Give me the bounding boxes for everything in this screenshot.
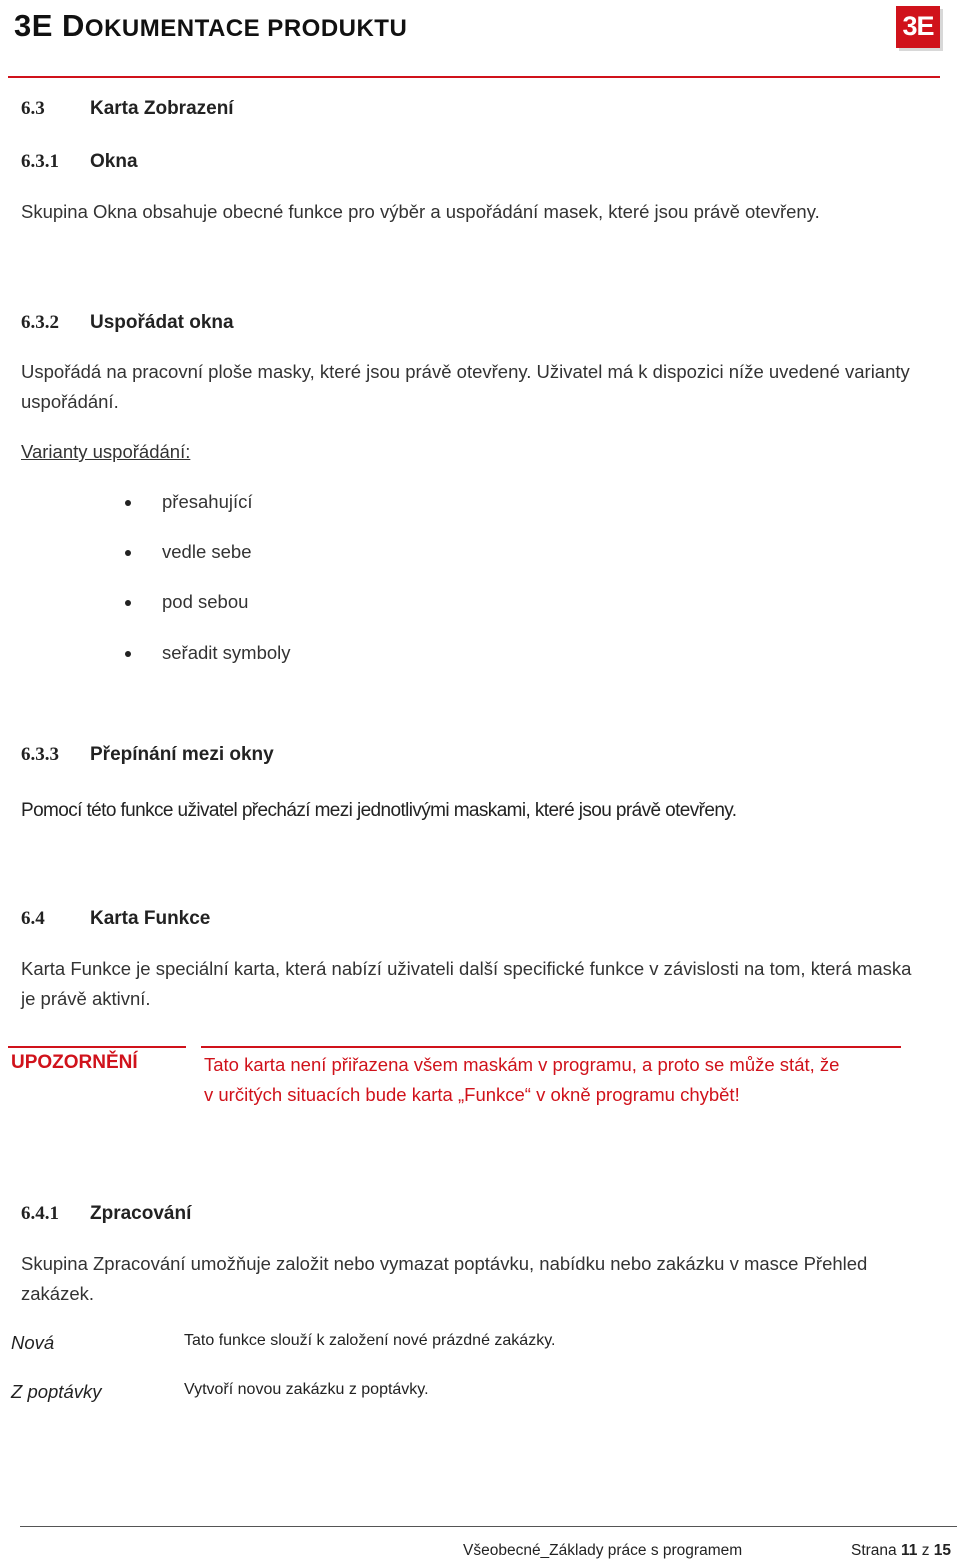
section-number: 6.4	[21, 908, 45, 929]
paragraph-line: Uspořádá na pracovní ploše masky, které jsou právě otevřeny. Uživatel má k dispozici níže uvedené varianty	[21, 361, 910, 382]
section-heading: Karta Zobrazení	[90, 98, 234, 119]
warning-divider	[8, 1046, 186, 1048]
section-number: 6.3	[21, 98, 45, 119]
footer-page-number: Strana 11 z 15	[851, 1542, 951, 1559]
section-number: 6.3.1	[21, 151, 59, 172]
definition-description: Tato funkce slouží k založení nové prázdné zakázky.	[184, 1332, 556, 1349]
paragraph-line: Karta Funkce je speciální karta, která nabízí uživateli další specifické funkce v závislosti na tom, která maska	[21, 958, 912, 979]
paragraph-line: Skupina Zpracování umožňuje založit nebo vymazat poptávku, nabídku nebo zakázku v masce Přehled	[21, 1253, 868, 1274]
paragraph: Pomocí této funkce uživatel přechází mezi jednotlivými maskami, které jsou právě otevřeny.	[21, 800, 737, 821]
bullet-icon	[125, 600, 131, 606]
warning-text-line: Tato karta není přiřazena všem maskám v programu, a proto se může stát, že	[204, 1054, 840, 1075]
footer-document-name: Všeobecné_Základy práce s programem	[463, 1542, 743, 1559]
definition-description: Vytvoří novou zakázku z poptávky.	[184, 1381, 429, 1398]
company-logo: 3E	[896, 6, 940, 48]
paragraph: Skupina Okna obsahuje obecné funkce pro výběr a uspořádání masek, které jsou právě otevřeny.	[21, 201, 820, 222]
document-title: 3E DOKUMENTACE PRODUKTU	[14, 8, 408, 43]
section-number: 6.3.2	[21, 312, 59, 333]
bullet-icon	[125, 550, 131, 556]
warning-divider	[201, 1046, 901, 1048]
warning-label: UPOZORNĚNÍ	[11, 1052, 138, 1073]
section-number: 6.4.1	[21, 1203, 59, 1224]
warning-text-line: v určitých situacích bude karta „Funkce“ v okně programu chybět!	[204, 1084, 740, 1105]
definition-term: Z poptávky	[11, 1381, 102, 1402]
section-heading: Karta Funkce	[90, 908, 211, 929]
list-item: přesahující	[162, 491, 253, 512]
paragraph-line: uspořádání.	[21, 391, 119, 412]
bullet-icon	[125, 651, 131, 657]
list-item: pod sebou	[162, 591, 249, 612]
list-item: seřadit symboly	[162, 642, 291, 663]
definition-term: Nová	[11, 1332, 55, 1353]
section-number: 6.3.3	[21, 744, 59, 765]
section-heading: Uspořádat okna	[90, 312, 234, 333]
footer-divider	[20, 1526, 957, 1527]
paragraph-line: je právě aktivní.	[21, 988, 151, 1009]
section-heading: Okna	[90, 151, 138, 172]
list-title: Varianty uspořádání:	[21, 441, 191, 462]
section-heading: Zpracování	[90, 1203, 192, 1224]
list-item: vedle sebe	[162, 541, 252, 562]
header-divider	[8, 76, 940, 78]
paragraph-line: zakázek.	[21, 1283, 95, 1304]
bullet-icon	[125, 500, 131, 506]
section-heading: Přepínání mezi okny	[90, 744, 274, 765]
